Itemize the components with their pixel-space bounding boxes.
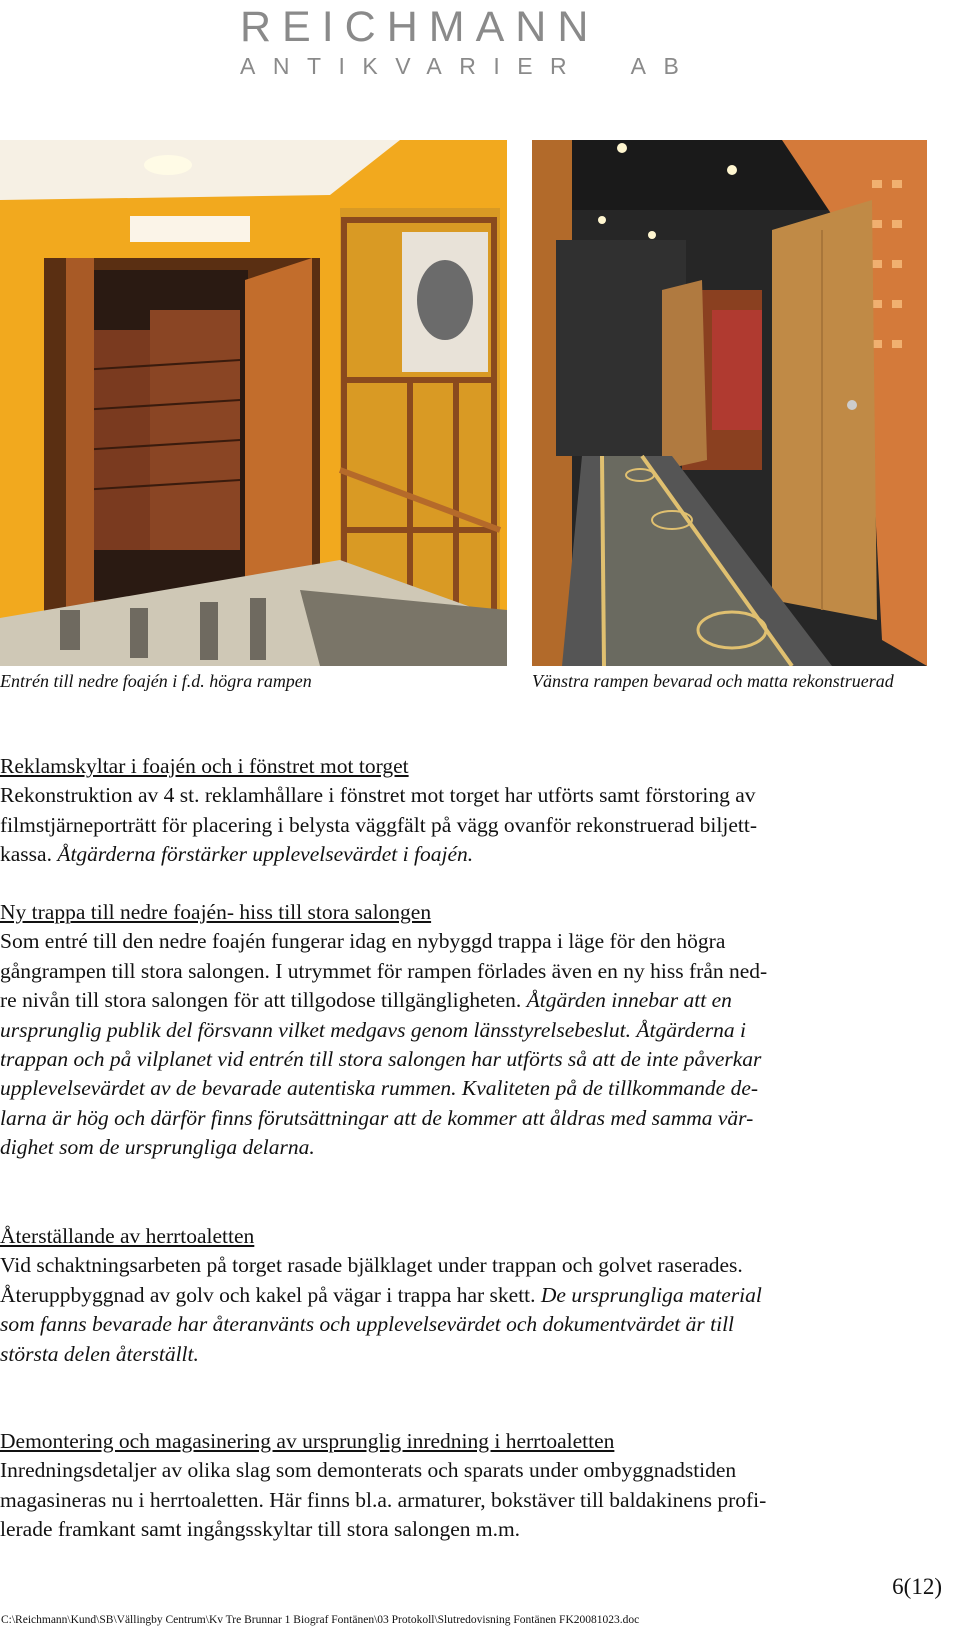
paragraph-line: Rekonstruktion av 4 st. reklamhållare i fönstret mot torget har utförts samt förstoring av [0, 783, 756, 808]
logo-subtitle: ANTIKVARIER AB [240, 53, 697, 79]
section-herrtoaletten [0, 1222, 930, 1369]
text-run: Återuppbyggnad av golv och kakel på vägar i trappa har skett. [0, 1282, 541, 1307]
section-demontering [0, 1427, 930, 1545]
italic-run: Åtgärden innebar att en [526, 988, 732, 1013]
photo-caption-left: Entrén till nedre foajén i f.d. högra rampen [0, 671, 312, 691]
paragraph-line: Vid schaktningsarbeten på torget rasade bjälklaget under trappan och golvet raserades. [0, 1253, 743, 1278]
logo-name: REICHMANN [240, 3, 600, 51]
section-heading: Reklamskyltar i foajén och i fönstret mot torget [0, 754, 409, 778]
text-run: kassa. [0, 842, 58, 867]
section-reklamskyltar [0, 752, 930, 870]
company-logo [240, 3, 697, 80]
paragraph-line: Inredningsdetaljer av olika slag som demonterats och sparats under ombyggnadstiden [0, 1458, 737, 1483]
paragraph-line: dighet som de ursprungliga delarna. [0, 1135, 315, 1160]
section-ny-trappa [0, 898, 930, 1163]
italic-run: De ursprungliga material [540, 1282, 762, 1307]
text-run: re nivån till stora salongen för att tillgodose tillgängligheten. [0, 988, 527, 1013]
paragraph-line: som fanns bevarade har återanvänts och upplevelsevärdet och dokumentvärdet är till [0, 1312, 735, 1337]
paragraph-line: lerade framkant samt ingångsskyltar till stora salongen m.m. [0, 1517, 521, 1542]
section-heading: Återställande av herrtoaletten [0, 1224, 255, 1248]
paragraph-line: ursprunglig publik del försvann vilket medgavs genom länsstyrelsebeslut. Åtgärderna i [0, 1017, 747, 1042]
paragraph-line [0, 840, 930, 869]
paragraph-line: trappan och på vilplanet vid entrén till stora salongen har utförts så att de inte påverkar [0, 1047, 762, 1072]
section-heading: Ny trappa till nedre foajén- hiss till stora salongen [0, 900, 432, 924]
paragraph-line: larna är hög och därför finns förutsättningar att de kommer att åldras med samma vär- [0, 1105, 754, 1130]
photo-entrance-lower-foyer [0, 140, 507, 666]
paragraph-line [0, 986, 930, 1015]
paragraph-line [0, 1281, 930, 1310]
paragraph-line: upplevelsevärdet av de bevarade autentiska rummen. Kvaliteten på de tillkommande de- [0, 1076, 759, 1101]
footer-file-path: C:\Reichmann\Kund\SB\Vällingby Centrum\Kv Tre Brunnar 1 Biograf Fontänen\03 Protokoll\Slutredovisning Fontänen FK20081023.doc [1, 1614, 640, 1626]
paragraph-line: magasineras nu i herrtoaletten. Här finns bl.a. armaturer, bokstäver till baldakinens profi- [0, 1487, 767, 1512]
photo-left-ramp-carpet [532, 140, 927, 666]
italic-run: Åtgärderna förstärker upplevelsevärdet i foajén. [57, 842, 474, 867]
paragraph-line: Som entré till den nedre foajén fungerar idag en nybyggd trappa i läge för den högra [0, 929, 726, 954]
section-heading: Demontering och magasinering av ursprunglig inredning i herrtoaletten [0, 1429, 615, 1453]
paragraph-line: filmstjärneporträtt för placering i belysta väggfält på vägg ovanför rekonstruerad biljett- [0, 812, 758, 837]
paragraph-line: gångrampen till stora salongen. I utrymmet för rampen förlades även en ny hiss från ned- [0, 958, 768, 983]
page-number: 6(12) [892, 1574, 942, 1599]
paragraph-line: största delen återställt. [0, 1341, 199, 1366]
photo-caption-right: Vänstra rampen bevarad och matta rekonstruerad [532, 671, 894, 691]
